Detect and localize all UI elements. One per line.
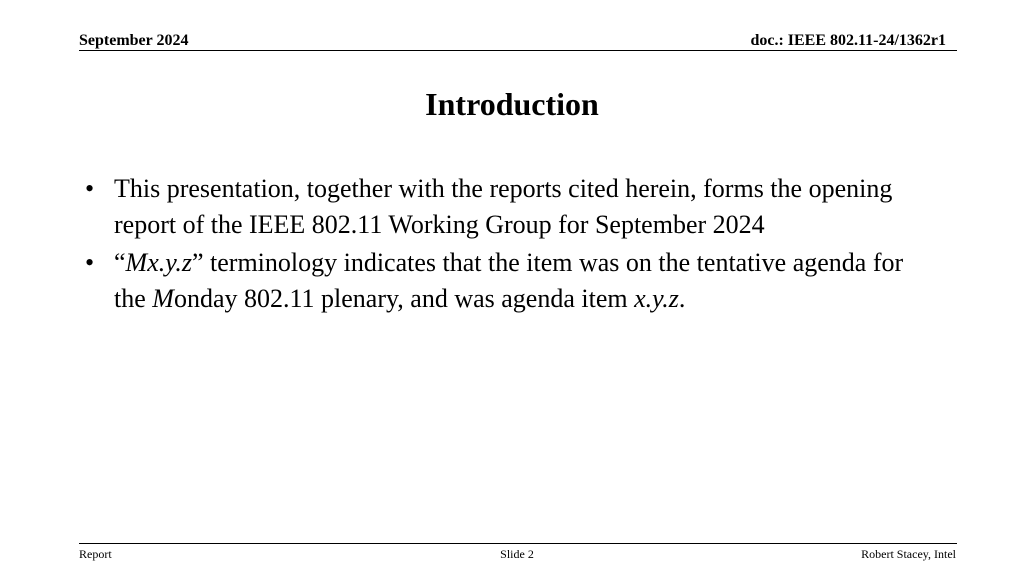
period: . (678, 284, 686, 313)
bullet-item (84, 171, 914, 243)
header-date: September 2024 (79, 32, 189, 49)
bullet-text (114, 248, 903, 313)
header-doc-id: doc.: IEEE 802.11-24/1362r1 (750, 32, 946, 49)
agenda-item-ref: x.y.z (634, 284, 679, 313)
slide-number: Slide 2 (500, 547, 534, 561)
footer-left: Report (79, 547, 112, 561)
header-divider (79, 50, 957, 51)
bullet-marker: • (85, 248, 95, 277)
footer-divider (79, 543, 957, 544)
bullet-text-part: onday 802.11 plenary, and was agenda item (173, 284, 635, 313)
open-quote: “ (114, 248, 126, 277)
bullet-list (84, 171, 914, 319)
bullet-item (84, 245, 914, 317)
footer-author: Robert Stacey, Intel (861, 547, 956, 561)
slide-title: Introduction (425, 86, 599, 122)
close-quote: ” (191, 248, 204, 277)
term-mxyz: Mx.y.z (125, 248, 192, 277)
bullet-marker: • (85, 174, 95, 203)
bullet-text: This presentation, together with the reports cited herein, forms the opening report of the IEEE 802.11 Working Group for September 2024 (114, 174, 893, 239)
bullet-text-part: terminology indicates that the item was on the tentative agenda for the (114, 248, 904, 313)
monday-m-letter: M (152, 284, 174, 313)
